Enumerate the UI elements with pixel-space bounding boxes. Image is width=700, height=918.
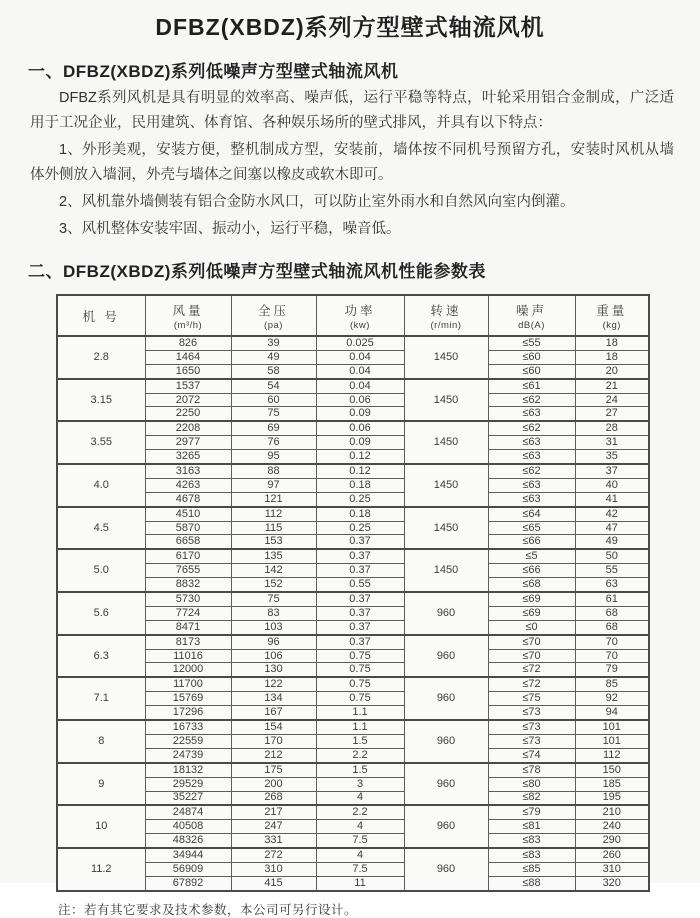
weight-cell: 42 [575,507,649,521]
table-row [57,592,649,606]
model-group-3.15 [57,379,649,422]
weight-cell: 68 [575,620,649,634]
model-group-9 [57,763,649,806]
power-cell: 4 [316,820,404,834]
power-cell: 0.25 [316,521,404,535]
power-cell: 2.2 [316,748,404,762]
table-row [57,350,649,364]
airflow-cell: 2250 [145,407,231,421]
weight-cell: 21 [575,379,649,393]
speed-cell: 960 [404,763,488,806]
speed-cell: 1450 [404,336,488,379]
noise-cell: ≤64 [488,507,575,521]
model-cell: 7.1 [57,677,145,720]
intro-paragraph: DFBZ系列风机是具有明显的效率高、噪声低，运行平稳等特点，叶轮采用铝合金制成，广泛适用于工况企业，民用建筑、体育馆、各种娱乐场所的壁式排风，并具有以下特点： [30,90,674,131]
weight-cell: 55 [575,564,649,578]
noise-cell: ≤68 [488,578,575,592]
table-row [57,677,649,691]
model-cell: 5.0 [57,549,145,592]
airflow-cell: 24739 [145,748,231,762]
airflow-cell: 8832 [145,578,231,592]
noise-cell: ≤66 [488,535,575,549]
model-cell: 8 [57,720,145,763]
table-row [57,692,649,706]
speed-cell: 960 [404,720,488,763]
pressure-cell: 152 [231,578,316,592]
power-cell: 0.75 [316,649,404,663]
table-row [57,791,649,805]
power-cell: 0.75 [316,663,404,677]
col-header-model: 机 号 [57,295,145,336]
pressure-cell: 75 [231,592,316,606]
noise-cell: ≤73 [488,734,575,748]
performance-table [56,294,650,892]
noise-cell: ≤88 [488,876,575,890]
noise-cell: ≤73 [488,706,575,720]
speed-cell: 960 [404,635,488,678]
col-header-noise: 噪声 dB(A) [488,295,575,336]
pressure-cell: 154 [231,720,316,734]
table-row [57,436,649,450]
airflow-cell: 6658 [145,535,231,549]
pressure-cell: 142 [231,564,316,578]
pressure-cell: 106 [231,649,316,663]
airflow-cell: 15769 [145,692,231,706]
noise-cell: ≤85 [488,862,575,876]
pressure-cell: 69 [231,421,316,435]
weight-cell: 101 [575,720,649,734]
table-row [57,820,649,834]
pressure-cell: 200 [231,777,316,791]
airflow-cell: 2977 [145,436,231,450]
speed-cell: 1450 [404,549,488,592]
power-cell: 4 [316,848,404,862]
weight-cell: 24 [575,393,649,407]
pressure-cell: 95 [231,450,316,464]
weight-cell: 94 [575,706,649,720]
power-cell: 3 [316,777,404,791]
table-row [57,777,649,791]
model-group-4.0 [57,464,649,507]
noise-cell: ≤62 [488,421,575,435]
pressure-cell: 75 [231,407,316,421]
airflow-cell: 6170 [145,549,231,563]
pressure-cell: 54 [231,379,316,393]
airflow-cell: 11016 [145,649,231,663]
table-row [57,364,649,378]
pressure-cell: 310 [231,862,316,876]
weight-cell: 61 [575,592,649,606]
model-group-2.8 [57,336,649,379]
airflow-cell: 4263 [145,478,231,492]
table-row [57,336,649,350]
pressure-cell: 331 [231,834,316,848]
power-cell: 0.37 [316,535,404,549]
noise-cell: ≤60 [488,350,575,364]
table-row [57,862,649,876]
table-row [57,407,649,421]
weight-cell: 70 [575,649,649,663]
pressure-cell: 167 [231,706,316,720]
model-group-7.1 [57,677,649,720]
table-row [57,635,649,649]
model-group-10 [57,805,649,848]
pressure-cell: 122 [231,677,316,691]
noise-cell: ≤63 [488,450,575,464]
noise-cell: ≤70 [488,635,575,649]
table-row [57,606,649,620]
weight-cell: 18 [575,336,649,350]
airflow-cell: 826 [145,336,231,350]
airflow-cell: 67892 [145,876,231,890]
model-group-11.2 [57,848,649,891]
pressure-cell: 97 [231,478,316,492]
power-cell: 7.5 [316,862,404,876]
pressure-cell: 115 [231,521,316,535]
weight-cell: 20 [575,364,649,378]
airflow-cell: 17296 [145,706,231,720]
weight-cell: 320 [575,876,649,890]
table-row [57,720,649,734]
weight-cell: 63 [575,578,649,592]
table-row [57,521,649,535]
pressure-cell: 272 [231,848,316,862]
speed-cell: 1450 [404,464,488,507]
pressure-cell: 217 [231,805,316,819]
airflow-cell: 12000 [145,663,231,677]
weight-cell: 50 [575,549,649,563]
airflow-cell: 24874 [145,805,231,819]
table-row [57,464,649,478]
airflow-cell: 2072 [145,393,231,407]
weight-cell: 49 [575,535,649,549]
table-row [57,564,649,578]
table-row [57,478,649,492]
weight-cell: 85 [575,677,649,691]
table-row [57,649,649,663]
col-header-power: 功率 (kw) [316,295,404,336]
table-row [57,805,649,819]
col-header-airflow: 风量 (m³/h) [145,295,231,336]
col-header-speed: 转速 (r/min) [404,295,488,336]
weight-cell: 27 [575,407,649,421]
airflow-cell: 16733 [145,720,231,734]
model-cell: 3.15 [57,379,145,422]
noise-cell: ≤66 [488,564,575,578]
weight-cell: 79 [575,663,649,677]
table-row [57,507,649,521]
power-cell: 11 [316,876,404,890]
power-cell: 0.55 [316,578,404,592]
power-cell: 0.37 [316,549,404,563]
pressure-cell: 134 [231,692,316,706]
weight-cell: 70 [575,635,649,649]
speed-cell: 960 [404,592,488,635]
speed-cell: 960 [404,805,488,848]
pressure-cell: 112 [231,507,316,521]
footnote: 注：若有其它要求及技术参数，本公司可另行设计。 [58,902,358,917]
pressure-cell: 268 [231,791,316,805]
speed-cell: 1450 [404,507,488,550]
noise-cell: ≤65 [488,521,575,535]
power-cell: 0.18 [316,507,404,521]
noise-cell: ≤72 [488,677,575,691]
airflow-cell: 3163 [145,464,231,478]
table-row [57,421,649,435]
model-cell: 11.2 [57,848,145,891]
noise-cell: ≤0 [488,620,575,634]
model-cell: 4.5 [57,507,145,550]
pressure-cell: 96 [231,635,316,649]
noise-cell: ≤81 [488,820,575,834]
pressure-cell: 135 [231,549,316,563]
weight-cell: 28 [575,421,649,435]
model-cell: 9 [57,763,145,806]
pressure-cell: 58 [231,364,316,378]
power-cell: 0.75 [316,692,404,706]
noise-cell: ≤60 [488,364,575,378]
pressure-cell: 170 [231,734,316,748]
table-row [57,549,649,563]
noise-cell: ≤69 [488,606,575,620]
power-cell: 0.37 [316,564,404,578]
weight-cell: 150 [575,763,649,777]
power-cell: 4 [316,791,404,805]
noise-cell: ≤83 [488,848,575,862]
noise-cell: ≤82 [488,791,575,805]
pressure-cell: 49 [231,350,316,364]
table-row [57,848,649,862]
weight-cell: 35 [575,450,649,464]
airflow-cell: 48326 [145,834,231,848]
weight-cell: 310 [575,862,649,876]
feature-item-2: 2、风机靠外墙侧装有铝合金防水风口，可以防止室外雨水和自然风向室内倒灌。 [59,194,575,210]
power-cell: 1.5 [316,734,404,748]
weight-cell: 112 [575,748,649,762]
power-cell: 2.2 [316,805,404,819]
noise-cell: ≤73 [488,720,575,734]
airflow-cell: 34944 [145,848,231,862]
table-row [57,379,649,393]
airflow-cell: 5870 [145,521,231,535]
airflow-cell: 35227 [145,791,231,805]
noise-cell: ≤61 [488,379,575,393]
noise-cell: ≤62 [488,464,575,478]
pressure-cell: 88 [231,464,316,478]
pressure-cell: 121 [231,492,316,506]
col-header-weight: 重量 (kg) [575,295,649,336]
power-cell: 0.06 [316,393,404,407]
power-cell: 1.1 [316,706,404,720]
pressure-cell: 153 [231,535,316,549]
page-title: DFBZ(XBDZ)系列方型壁式轴流风机 [155,14,545,40]
table-row [57,876,649,890]
power-cell: 0.04 [316,350,404,364]
pressure-cell: 175 [231,763,316,777]
model-cell: 5.6 [57,592,145,635]
power-cell: 0.09 [316,407,404,421]
power-cell: 0.025 [316,336,404,350]
model-cell: 6.3 [57,635,145,678]
table-row [57,663,649,677]
weight-cell: 41 [575,492,649,506]
table-header-row [57,295,649,336]
pressure-cell: 212 [231,748,316,762]
pressure-cell: 76 [231,436,316,450]
model-group-5.6 [57,592,649,635]
col-header-pressure: 全压 (pa) [231,295,316,336]
noise-cell: ≤63 [488,407,575,421]
model-cell: 2.8 [57,336,145,379]
airflow-cell: 2208 [145,421,231,435]
power-cell: 7.5 [316,834,404,848]
airflow-cell: 1537 [145,379,231,393]
table-row [57,578,649,592]
airflow-cell: 5730 [145,592,231,606]
airflow-cell: 3265 [145,450,231,464]
weight-cell: 101 [575,734,649,748]
power-cell: 0.37 [316,606,404,620]
model-group-6.3 [57,635,649,678]
airflow-cell: 18132 [145,763,231,777]
pressure-cell: 130 [231,663,316,677]
airflow-cell: 1650 [145,364,231,378]
power-cell: 0.04 [316,379,404,393]
noise-cell: ≤83 [488,834,575,848]
weight-cell: 31 [575,436,649,450]
noise-cell: ≤5 [488,549,575,563]
model-group-5.0 [57,549,649,592]
pressure-cell: 415 [231,876,316,890]
noise-cell: ≤55 [488,336,575,350]
table-row [57,450,649,464]
table-row [57,620,649,634]
airflow-cell: 29529 [145,777,231,791]
weight-cell: 47 [575,521,649,535]
noise-cell: ≤63 [488,478,575,492]
airflow-cell: 40508 [145,820,231,834]
model-group-3.55 [57,421,649,464]
weight-cell: 260 [575,848,649,862]
model-cell: 10 [57,805,145,848]
power-cell: 0.25 [316,492,404,506]
noise-cell: ≤75 [488,692,575,706]
airflow-cell: 7724 [145,606,231,620]
pressure-cell: 103 [231,620,316,634]
model-group-8 [57,720,649,763]
power-cell: 1.1 [316,720,404,734]
power-cell: 0.09 [316,436,404,450]
airflow-cell: 22559 [145,734,231,748]
noise-cell: ≤79 [488,805,575,819]
noise-cell: ≤69 [488,592,575,606]
table-row [57,492,649,506]
airflow-cell: 4510 [145,507,231,521]
noise-cell: ≤70 [488,649,575,663]
weight-cell: 40 [575,478,649,492]
weight-cell: 210 [575,805,649,819]
airflow-cell: 56909 [145,862,231,876]
table-row [57,748,649,762]
power-cell: 0.37 [316,620,404,634]
table-header [57,295,649,336]
airflow-cell: 4678 [145,492,231,506]
weight-cell: 240 [575,820,649,834]
pressure-cell: 83 [231,606,316,620]
feature-item-1: 1、外形美观，安装方便，整机制成方型，安装前，墙体按不同机号预留方孔，安装时风机从墙体外侧放入墙洞，外壳与墙体之间塞以橡皮或软木即可。 [30,142,674,183]
speed-cell: 1450 [404,421,488,464]
weight-cell: 92 [575,692,649,706]
pressure-cell: 247 [231,820,316,834]
power-cell: 0.37 [316,635,404,649]
weight-cell: 18 [575,350,649,364]
model-group-4.5 [57,507,649,550]
power-cell: 0.75 [316,677,404,691]
noise-cell: ≤78 [488,763,575,777]
power-cell: 0.18 [316,478,404,492]
airflow-cell: 8173 [145,635,231,649]
airflow-cell: 11700 [145,677,231,691]
pressure-cell: 60 [231,393,316,407]
noise-cell: ≤62 [488,393,575,407]
noise-cell: ≤63 [488,492,575,506]
table-row [57,834,649,848]
feature-item-3: 3、风机整体安装牢固、振动小，运行平稳，噪音低。 [59,221,401,237]
power-cell: 0.37 [316,592,404,606]
airflow-cell: 7655 [145,564,231,578]
table-row [57,734,649,748]
speed-cell: 960 [404,848,488,891]
table-row [57,535,649,549]
noise-cell: ≤74 [488,748,575,762]
weight-cell: 185 [575,777,649,791]
power-cell: 1.5 [316,763,404,777]
model-cell: 4.0 [57,464,145,507]
weight-cell: 37 [575,464,649,478]
noise-cell: ≤63 [488,436,575,450]
weight-cell: 195 [575,791,649,805]
power-cell: 0.06 [316,421,404,435]
weight-cell: 68 [575,606,649,620]
section-1-heading: 一、DFBZ(XBDZ)系列低噪声方型壁式轴流风机 [28,62,399,81]
model-cell: 3.55 [57,421,145,464]
noise-cell: ≤80 [488,777,575,791]
power-cell: 0.12 [316,464,404,478]
table-row [57,763,649,777]
table-row [57,706,649,720]
power-cell: 0.04 [316,364,404,378]
speed-cell: 960 [404,677,488,720]
weight-cell: 290 [575,834,649,848]
noise-cell: ≤72 [488,663,575,677]
pressure-cell: 39 [231,336,316,350]
airflow-cell: 8471 [145,620,231,634]
table-row [57,393,649,407]
section-2-heading: 二、DFBZ(XBDZ)系列低噪声方型壁式轴流风机性能参数表 [28,262,486,281]
speed-cell: 1450 [404,379,488,422]
power-cell: 0.12 [316,450,404,464]
airflow-cell: 1464 [145,350,231,364]
